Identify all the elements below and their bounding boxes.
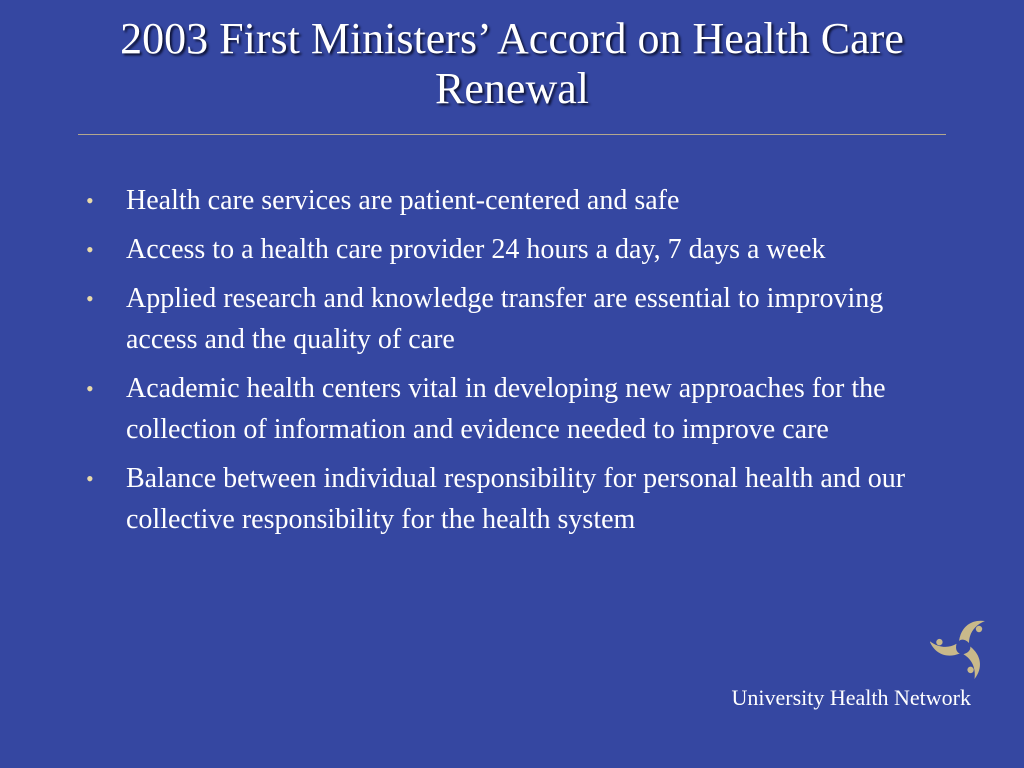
bullet-marker: • <box>86 188 94 213</box>
bullet-text: Applied research and knowledge transfer are essential to improving access and the quality of care <box>126 283 884 355</box>
bullet-item <box>86 229 926 270</box>
organization-name: University Health Network <box>731 685 971 710</box>
bullet-marker: • <box>86 286 94 311</box>
bullet-list <box>86 180 926 548</box>
title-divider <box>78 134 946 135</box>
bullet-marker: • <box>86 376 94 401</box>
bullet-text: Health care services are patient-centered and safe <box>126 185 680 216</box>
bullet-text: Academic health centers vital in developing new approaches for the collection of information and evidence needed to improve care <box>126 373 886 445</box>
slide-title: 2003 First Ministers’ Accord on Health Care Renewal <box>120 14 904 113</box>
bullet-marker: • <box>86 237 94 262</box>
bullet-text: Access to a health care provider 24 hours a day, 7 days a week <box>126 234 826 265</box>
bullet-item <box>86 458 926 540</box>
bullet-marker: • <box>86 466 94 491</box>
swirl-logo-icon <box>930 614 996 680</box>
bullet-item <box>86 180 926 221</box>
bullet-item <box>86 278 926 360</box>
bullet-text: Balance between individual responsibility for personal health and our collective responsibility for the health system <box>126 463 906 535</box>
bullet-item <box>86 368 926 450</box>
